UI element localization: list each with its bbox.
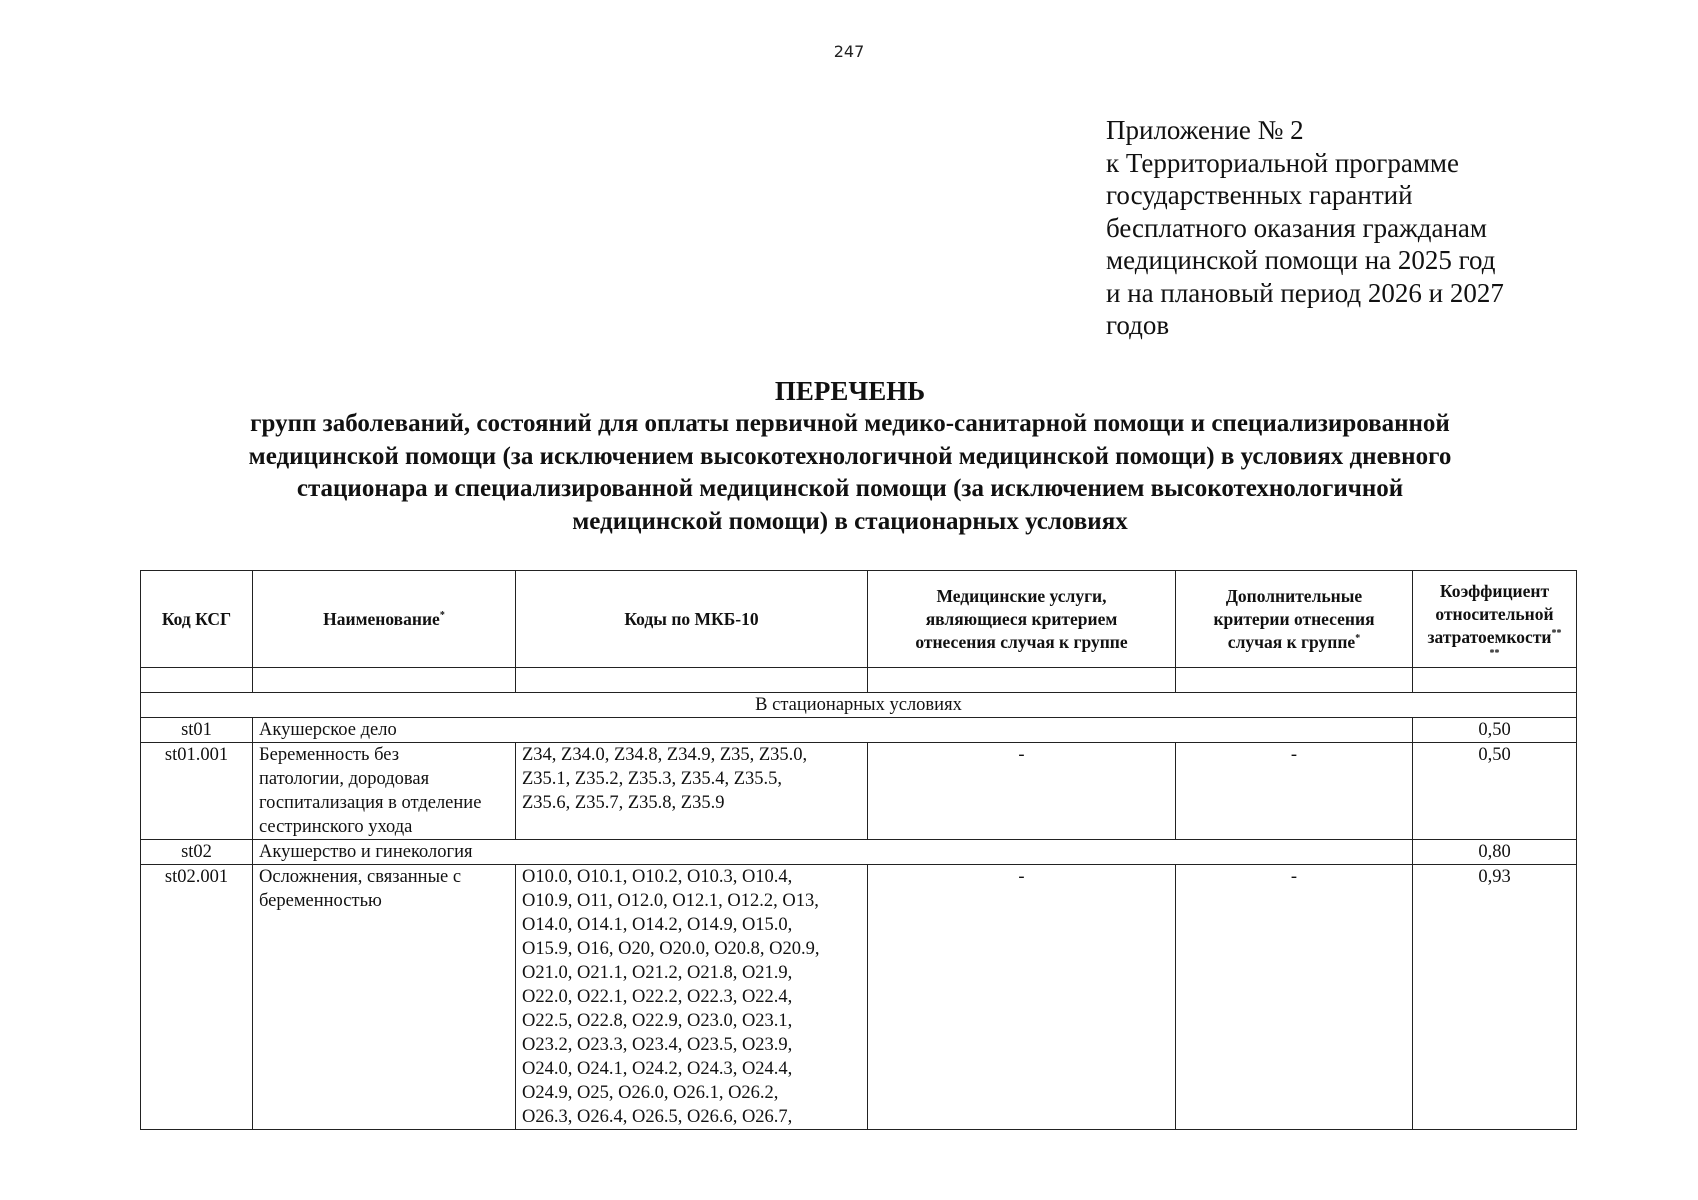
header-services (868, 571, 1176, 668)
header-criteria-label: случая к группе (1227, 631, 1356, 652)
cell-name-line: Беременность без (259, 745, 399, 765)
header-coef-line (1419, 626, 1570, 649)
section-row (141, 693, 1577, 718)
cell-mkb-line: O14.0, O14.1, O14.2, O14.9, O15.0, (522, 915, 793, 935)
cell-mkb-line: O21.0, O21.1, O21.2, O21.8, O21.9, (522, 963, 793, 983)
page-number: 247 (833, 42, 865, 61)
appendix-line: медицинской помощи на 2025 год (1106, 245, 1496, 275)
cell-name-line: патологии, дородовая (259, 769, 430, 789)
cell-code: st01.001 (141, 743, 253, 840)
header-coef-line: Коэффициент (1439, 580, 1550, 601)
cell-mkb-line: O26.3, O26.4, O26.5, O26.6, O26.7, (522, 1107, 793, 1127)
cell-mkb-line: O23.2, O23.3, O23.4, O23.5, O23.9, (522, 1035, 793, 1055)
cell-coef: 0,93 (1413, 865, 1577, 1130)
header-name-label: Наименование (323, 608, 440, 629)
cell-name-line: госпитализация в отделение (259, 793, 482, 813)
cell-name (253, 743, 516, 840)
cell-mkb-line: O22.5, O22.8, O22.9, O23.0, O23.1, (522, 1011, 793, 1031)
header-code: Код КСГ (141, 571, 253, 668)
cell-coef: 0,50 (1413, 743, 1577, 840)
table-header-row (141, 571, 1577, 668)
cell-mkb-line: O22.0, O22.1, O22.2, O22.3, O22.4, (522, 987, 793, 1007)
header-coef-line: ** (1489, 647, 1500, 659)
header-name (253, 571, 516, 668)
cell-coef: 0,50 (1413, 718, 1577, 743)
appendix-note (1106, 114, 1626, 342)
header-criteria-line (1182, 631, 1406, 654)
document-title (120, 374, 1580, 538)
cell-mkb-line: O15.9, O16, O20, O20.0, O20.8, O20.9, (522, 939, 820, 959)
cell-name-line: Осложнения, связанные с (259, 867, 462, 887)
cell-mkb-line: Z35.1, Z35.2, Z35.3, Z35.4, Z35.5, (522, 769, 783, 789)
header-services-line: являющиеся критерием (925, 608, 1118, 629)
cell-mkb-line: O24.0, O24.1, O24.2, O24.3, O24.4, (522, 1059, 793, 1079)
title-main: ПЕРЕЧЕНЬ (774, 376, 926, 406)
appendix-line: и на плановый период 2026 и 2027 (1106, 277, 1504, 308)
cell-code: st02 (141, 840, 253, 865)
cell-name (253, 865, 516, 1130)
cell-name: Акушерское дело (253, 718, 1413, 743)
appendix-line: к Территориальной программе (1106, 147, 1459, 178)
cell-services: - (868, 865, 1176, 1130)
appendix-line: бесплатного оказания гражданам (1106, 212, 1487, 243)
title-subtitle-line: групп заболеваний, состояний для оплаты первичной медико-санитарной помощи и специализированной (250, 410, 1450, 437)
header-coef (1413, 571, 1577, 668)
header-services-line: отнесения случая к группе (915, 631, 1128, 652)
header-services-line: Медицинские услуги, (936, 585, 1107, 606)
cell-mkb-line: O10.0, O10.1, O10.2, O10.3, O10.4, (522, 867, 793, 887)
ksg-table (140, 570, 1577, 1130)
section-label: В стационарных условиях (141, 693, 1577, 718)
cell-mkb (516, 743, 868, 840)
title-subtitle-line: медицинской помощи (за исключением высокотехнологичной медицинской помощи) в условиях дневного (248, 442, 1452, 470)
appendix-line: годов (1106, 310, 1170, 340)
cell-criteria: - (1176, 743, 1413, 840)
header-criteria-line: критерии отнесения (1213, 608, 1375, 629)
title-subtitle-line: стационара и специализированной медицинской помощи (за исключением высокотехнологичной (296, 475, 1404, 502)
footnote-mark: * (1355, 632, 1361, 644)
cell-name-line: беременностью (259, 891, 382, 911)
cell-mkb-line: Z35.6, Z35.7, Z35.8, Z35.9 (522, 793, 725, 813)
appendix-line: Приложение № 2 (1106, 115, 1304, 145)
cell-name-line: сестринского ухода (259, 817, 413, 837)
header-coef-line: относительной (1435, 603, 1554, 624)
cell-code: st01 (141, 718, 253, 743)
cell-code: st02.001 (141, 865, 253, 1130)
cell-name: Акушерство и гинекология (253, 840, 1413, 865)
cell-coef: 0,80 (1413, 840, 1577, 865)
title-subtitle-line: медицинской помощи) в стационарных условиях (572, 507, 1128, 535)
cell-mkb-line: Z34, Z34.0, Z34.8, Z34.9, Z35, Z35.0, (522, 745, 808, 765)
header-coef-label: затратоемкости (1427, 626, 1552, 647)
cell-criteria: - (1176, 865, 1413, 1130)
table-row (141, 865, 1577, 1130)
table-row (141, 840, 1577, 865)
footnote-mark: ** (1551, 627, 1562, 639)
cell-mkb (516, 865, 868, 1130)
header-criteria (1176, 571, 1413, 668)
header-criteria-line: Дополнительные (1225, 585, 1363, 606)
cell-mkb-line: O24.9, O25, O26.0, O26.1, O26.2, (522, 1083, 779, 1103)
cell-mkb-line: O10.9, O11, O12.0, O12.1, O12.2, O13, (522, 891, 819, 911)
cell-services: - (868, 743, 1176, 840)
table-row (141, 718, 1577, 743)
header-mkb: Коды по МКБ-10 (516, 571, 868, 668)
empty-row (141, 668, 1577, 693)
table-row (141, 743, 1577, 840)
appendix-line: государственных гарантий (1106, 180, 1413, 210)
footnote-mark: * (439, 609, 445, 621)
